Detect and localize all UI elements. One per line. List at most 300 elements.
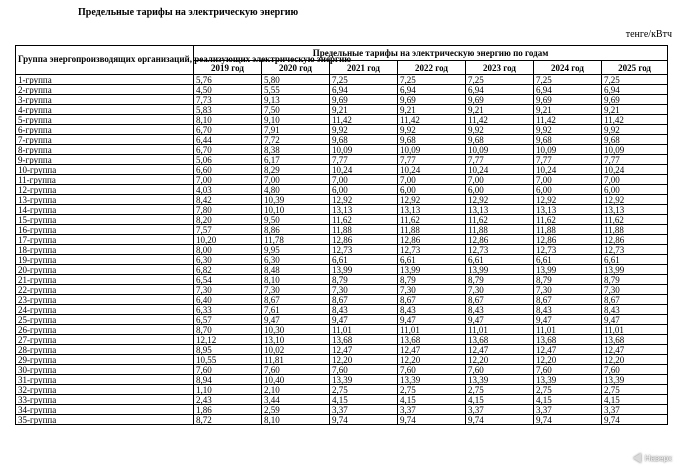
tariff-cell: 10,09 bbox=[534, 145, 602, 155]
group-cell: 1-группа bbox=[16, 75, 194, 85]
period-column-header: Предельные тарифы на электрическую энергию по годам bbox=[194, 46, 668, 61]
tariff-cell: 8,67 bbox=[398, 295, 466, 305]
up-arrow-icon bbox=[633, 453, 641, 463]
tariff-cell: 7,25 bbox=[330, 75, 398, 85]
tariff-cell: 6,33 bbox=[194, 305, 262, 315]
group-cell: 6-группа bbox=[16, 125, 194, 135]
tariff-cell: 10,24 bbox=[466, 165, 534, 175]
tariff-cell: 6,60 bbox=[194, 165, 262, 175]
tariff-cell: 7,25 bbox=[602, 75, 668, 85]
tariff-cell: 11,01 bbox=[466, 325, 534, 335]
group-cell: 5-группа bbox=[16, 115, 194, 125]
tariff-cell: 10,55 bbox=[194, 355, 262, 365]
tariff-cell: 4,15 bbox=[330, 395, 398, 405]
tariff-cell: 12,73 bbox=[330, 245, 398, 255]
tariff-cell: 9,92 bbox=[398, 125, 466, 135]
tariff-cell: 13,68 bbox=[398, 335, 466, 345]
tariff-cell: 11,42 bbox=[466, 115, 534, 125]
tariff-cell: 9,69 bbox=[602, 95, 668, 105]
tariff-cell: 6,94 bbox=[398, 85, 466, 95]
tariff-cell: 4,15 bbox=[602, 395, 668, 405]
tariff-cell: 13,39 bbox=[398, 375, 466, 385]
tariff-cell: 12,20 bbox=[602, 355, 668, 365]
tariff-cell: 13,13 bbox=[398, 205, 466, 215]
group-cell: 27-группа bbox=[16, 335, 194, 345]
table-row bbox=[16, 95, 668, 105]
tariff-cell: 6,94 bbox=[466, 85, 534, 95]
tariff-cell: 6,57 bbox=[194, 315, 262, 325]
tariff-cell: 13,68 bbox=[466, 335, 534, 345]
tariff-cell: 9,47 bbox=[534, 315, 602, 325]
tariff-cell: 8,00 bbox=[194, 245, 262, 255]
tariff-cell: 6,82 bbox=[194, 265, 262, 275]
table-row bbox=[16, 375, 668, 385]
tariff-cell: 8,95 bbox=[194, 345, 262, 355]
group-cell: 25-группа bbox=[16, 315, 194, 325]
tariff-cell: 9,74 bbox=[398, 415, 466, 425]
table-row bbox=[16, 165, 668, 175]
tariff-cell: 9,69 bbox=[398, 95, 466, 105]
tariff-cell: 9,74 bbox=[330, 415, 398, 425]
table-row bbox=[16, 415, 668, 425]
tariff-cell: 13,99 bbox=[466, 265, 534, 275]
tariff-cell: 1,86 bbox=[194, 405, 262, 415]
tariff-cell: 13,68 bbox=[330, 335, 398, 345]
tariff-cell: 3,37 bbox=[398, 405, 466, 415]
tariff-cell: 8,79 bbox=[330, 275, 398, 285]
tariff-cell: 7,00 bbox=[398, 175, 466, 185]
group-cell: 16-группа bbox=[16, 225, 194, 235]
tariff-cell: 2,43 bbox=[194, 395, 262, 405]
tariff-cell: 6,30 bbox=[262, 255, 330, 265]
tariff-cell: 8,67 bbox=[330, 295, 398, 305]
tariff-cell: 12,73 bbox=[398, 245, 466, 255]
group-cell: 7-группа bbox=[16, 135, 194, 145]
tariff-cell: 7,60 bbox=[262, 365, 330, 375]
tariff-cell: 13,99 bbox=[602, 265, 668, 275]
table-row bbox=[16, 225, 668, 235]
tariff-cell: 10,30 bbox=[262, 325, 330, 335]
tariff-cell: 7,25 bbox=[466, 75, 534, 85]
group-cell: 19-группа bbox=[16, 255, 194, 265]
tariff-cell: 7,72 bbox=[262, 135, 330, 145]
unit-label: тенге/кВтч bbox=[625, 29, 672, 40]
tariff-cell: 9,69 bbox=[534, 95, 602, 105]
table-row bbox=[16, 255, 668, 265]
tariff-cell: 4,15 bbox=[398, 395, 466, 405]
tariff-cell: 6,00 bbox=[534, 185, 602, 195]
tariff-cell: 8,70 bbox=[194, 325, 262, 335]
tariff-cell: 9,47 bbox=[262, 315, 330, 325]
group-cell: 10-группа bbox=[16, 165, 194, 175]
tariff-cell: 8,79 bbox=[602, 275, 668, 285]
tariff-cell: 11,62 bbox=[330, 215, 398, 225]
tariff-cell: 8,79 bbox=[534, 275, 602, 285]
tariff-cell: 6,70 bbox=[194, 145, 262, 155]
group-cell: 35-группа bbox=[16, 415, 194, 425]
tariff-cell: 7,30 bbox=[466, 285, 534, 295]
tariff-cell: 12,47 bbox=[330, 345, 398, 355]
tariff-cell: 9,69 bbox=[330, 95, 398, 105]
tariff-cell: 7,30 bbox=[330, 285, 398, 295]
year-header: 2024 год bbox=[534, 61, 602, 75]
group-cell: 26-группа bbox=[16, 325, 194, 335]
tariff-cell: 8,38 bbox=[262, 145, 330, 155]
tariff-cell: 7,60 bbox=[602, 365, 668, 375]
tariff-cell: 10,24 bbox=[602, 165, 668, 175]
tariff-cell: 12,47 bbox=[602, 345, 668, 355]
group-column-header: Группа энергопроизводящих организаций, реализующих электрическую энергию bbox=[16, 46, 194, 75]
tariff-cell: 6,30 bbox=[194, 255, 262, 265]
tariff-table-header bbox=[16, 46, 668, 75]
year-header: 2020 год bbox=[262, 61, 330, 75]
tariff-cell: 6,94 bbox=[602, 85, 668, 95]
tariff-cell: 6,00 bbox=[398, 185, 466, 195]
group-cell: 31-группа bbox=[16, 375, 194, 385]
tariff-cell: 8,10 bbox=[262, 275, 330, 285]
table-row bbox=[16, 355, 668, 365]
tariff-cell: 12,86 bbox=[398, 235, 466, 245]
tariff-cell: 8,79 bbox=[398, 275, 466, 285]
tariff-cell: 8,43 bbox=[330, 305, 398, 315]
tariff-cell: 5,83 bbox=[194, 105, 262, 115]
tariff-cell: 2,10 bbox=[262, 385, 330, 395]
tariff-cell: 11,88 bbox=[398, 225, 466, 235]
tariff-cell: 2,75 bbox=[534, 385, 602, 395]
tariff-cell: 8,86 bbox=[262, 225, 330, 235]
tariff-cell: 9,47 bbox=[398, 315, 466, 325]
tariff-cell: 9,92 bbox=[602, 125, 668, 135]
tariff-cell: 7,50 bbox=[262, 105, 330, 115]
tariff-cell: 12,73 bbox=[534, 245, 602, 255]
tariff-cell: 13,39 bbox=[534, 375, 602, 385]
tariff-cell: 7,60 bbox=[330, 365, 398, 375]
group-cell: 30-группа bbox=[16, 365, 194, 375]
tariff-cell: 6,61 bbox=[330, 255, 398, 265]
tariff-cell: 12,12 bbox=[194, 335, 262, 345]
tariff-cell: 12,73 bbox=[466, 245, 534, 255]
tariff-cell: 2,59 bbox=[262, 405, 330, 415]
tariff-cell: 12,20 bbox=[330, 355, 398, 365]
tariff-cell: 9,21 bbox=[330, 105, 398, 115]
tariff-cell: 8,43 bbox=[602, 305, 668, 315]
group-cell: 29-группа bbox=[16, 355, 194, 365]
tariff-cell: 8,29 bbox=[262, 165, 330, 175]
back-to-top-label: Наверх bbox=[644, 453, 672, 463]
table-row bbox=[16, 215, 668, 225]
tariff-cell: 10,02 bbox=[262, 345, 330, 355]
tariff-cell: 13,13 bbox=[466, 205, 534, 215]
document-title: Предельные тарифы на электрическую энергию bbox=[78, 7, 299, 18]
tariff-cell: 6,70 bbox=[194, 125, 262, 135]
tariff-cell: 8,43 bbox=[466, 305, 534, 315]
tariff-cell: 9,74 bbox=[534, 415, 602, 425]
tariff-cell: 6,00 bbox=[602, 185, 668, 195]
tariff-cell: 10,24 bbox=[534, 165, 602, 175]
year-header: 2019 год bbox=[194, 61, 262, 75]
tariff-cell: 7,30 bbox=[262, 285, 330, 295]
table-row bbox=[16, 325, 668, 335]
tariff-cell: 10,39 bbox=[262, 195, 330, 205]
tariff-cell: 10,40 bbox=[262, 375, 330, 385]
tariff-cell: 13,13 bbox=[602, 205, 668, 215]
group-cell: 17-группа bbox=[16, 235, 194, 245]
tariff-cell: 12,86 bbox=[466, 235, 534, 245]
tariff-cell: 5,76 bbox=[194, 75, 262, 85]
table-row bbox=[16, 395, 668, 405]
tariff-cell: 11,62 bbox=[534, 215, 602, 225]
tariff-cell: 12,20 bbox=[398, 355, 466, 365]
tariff-cell: 11,01 bbox=[398, 325, 466, 335]
tariff-cell: 9,74 bbox=[466, 415, 534, 425]
tariff-cell: 13,68 bbox=[602, 335, 668, 345]
tariff-cell: 3,37 bbox=[602, 405, 668, 415]
tariff-cell: 9,68 bbox=[602, 135, 668, 145]
tariff-cell: 9,50 bbox=[262, 215, 330, 225]
tariff-cell: 7,00 bbox=[262, 175, 330, 185]
tariff-cell: 8,72 bbox=[194, 415, 262, 425]
tariff-cell: 12,92 bbox=[534, 195, 602, 205]
table-row bbox=[16, 315, 668, 325]
tariff-cell: 10,10 bbox=[262, 205, 330, 215]
tariff-cell: 9,92 bbox=[534, 125, 602, 135]
table-row bbox=[16, 275, 668, 285]
tariff-cell: 11,88 bbox=[602, 225, 668, 235]
tariff-cell: 11,62 bbox=[398, 215, 466, 225]
tariff-cell: 11,62 bbox=[466, 215, 534, 225]
tariff-cell: 9,13 bbox=[262, 95, 330, 105]
table-row bbox=[16, 235, 668, 245]
tariff-cell: 8,42 bbox=[194, 195, 262, 205]
tariff-cell: 9,92 bbox=[330, 125, 398, 135]
tariff-cell: 9,10 bbox=[262, 115, 330, 125]
table-row bbox=[16, 385, 668, 395]
tariff-cell: 7,00 bbox=[194, 175, 262, 185]
tariff-cell: 7,77 bbox=[398, 155, 466, 165]
table-row bbox=[16, 365, 668, 375]
tariff-cell: 6,00 bbox=[466, 185, 534, 195]
year-header: 2021 год bbox=[330, 61, 398, 75]
table-row bbox=[16, 245, 668, 255]
tariff-cell: 7,00 bbox=[602, 175, 668, 185]
tariff-cell: 12,92 bbox=[466, 195, 534, 205]
table-row bbox=[16, 205, 668, 215]
table-row bbox=[16, 145, 668, 155]
tariff-cell: 5,06 bbox=[194, 155, 262, 165]
group-cell: 4-группа bbox=[16, 105, 194, 115]
tariff-cell: 11,42 bbox=[398, 115, 466, 125]
tariff-cell: 9,68 bbox=[330, 135, 398, 145]
group-cell: 3-группа bbox=[16, 95, 194, 105]
tariff-cell: 8,20 bbox=[194, 215, 262, 225]
table-row bbox=[16, 345, 668, 355]
tariff-cell: 9,47 bbox=[602, 315, 668, 325]
table-row bbox=[16, 335, 668, 345]
tariff-cell: 12,92 bbox=[398, 195, 466, 205]
tariff-cell: 4,03 bbox=[194, 185, 262, 195]
tariff-cell: 12,73 bbox=[602, 245, 668, 255]
tariff-cell: 5,80 bbox=[262, 75, 330, 85]
tariff-cell: 8,67 bbox=[262, 295, 330, 305]
table-row bbox=[16, 295, 668, 305]
tariff-cell: 2,75 bbox=[398, 385, 466, 395]
tariff-cell: 7,00 bbox=[534, 175, 602, 185]
tariff-cell: 11,78 bbox=[262, 235, 330, 245]
tariff-cell: 7,25 bbox=[534, 75, 602, 85]
tariff-cell: 2,75 bbox=[602, 385, 668, 395]
tariff-cell: 6,61 bbox=[534, 255, 602, 265]
tariff-cell: 8,67 bbox=[534, 295, 602, 305]
table-row bbox=[16, 185, 668, 195]
tariff-cell: 6,00 bbox=[330, 185, 398, 195]
tariff-cell: 9,68 bbox=[534, 135, 602, 145]
group-cell: 28-группа bbox=[16, 345, 194, 355]
tariff-cell: 9,68 bbox=[398, 135, 466, 145]
tariff-cell: 6,44 bbox=[194, 135, 262, 145]
tariff-cell: 9,21 bbox=[466, 105, 534, 115]
tariff-cell: 12,47 bbox=[466, 345, 534, 355]
tariff-cell: 6,17 bbox=[262, 155, 330, 165]
group-cell: 24-группа bbox=[16, 305, 194, 315]
tariff-cell: 7,25 bbox=[398, 75, 466, 85]
group-cell: 22-группа bbox=[16, 285, 194, 295]
tariff-cell: 3,37 bbox=[330, 405, 398, 415]
table-row bbox=[16, 135, 668, 145]
tariff-cell: 13,99 bbox=[330, 265, 398, 275]
table-row bbox=[16, 285, 668, 295]
tariff-cell: 13,99 bbox=[398, 265, 466, 275]
tariff-cell: 8,79 bbox=[466, 275, 534, 285]
tariff-cell: 7,60 bbox=[398, 365, 466, 375]
group-cell: 14-группа bbox=[16, 205, 194, 215]
tariff-cell: 7,60 bbox=[194, 365, 262, 375]
tariff-cell: 1,10 bbox=[194, 385, 262, 395]
group-cell: 34-группа bbox=[16, 405, 194, 415]
tariff-cell: 11,01 bbox=[330, 325, 398, 335]
tariff-cell: 8,67 bbox=[602, 295, 668, 305]
header-row-period bbox=[16, 46, 668, 61]
tariff-cell: 7,60 bbox=[534, 365, 602, 375]
tariff-cell: 9,21 bbox=[398, 105, 466, 115]
group-cell: 23-группа bbox=[16, 295, 194, 305]
tariff-cell: 6,40 bbox=[194, 295, 262, 305]
tariff-cell: 3,37 bbox=[534, 405, 602, 415]
tariff-table-body bbox=[16, 75, 668, 425]
tariff-cell: 12,47 bbox=[534, 345, 602, 355]
tariff-cell: 9,21 bbox=[602, 105, 668, 115]
table-row bbox=[16, 175, 668, 185]
tariff-cell: 7,30 bbox=[194, 285, 262, 295]
tariff-cell: 4,15 bbox=[466, 395, 534, 405]
tariff-cell: 8,43 bbox=[534, 305, 602, 315]
table-row bbox=[16, 75, 668, 85]
tariff-cell: 7,57 bbox=[194, 225, 262, 235]
tariff-cell: 7,77 bbox=[330, 155, 398, 165]
group-cell: 33-группа bbox=[16, 395, 194, 405]
tariff-cell: 9,68 bbox=[466, 135, 534, 145]
tariff-cell: 7,30 bbox=[534, 285, 602, 295]
tariff-cell: 8,10 bbox=[194, 115, 262, 125]
table-row bbox=[16, 195, 668, 205]
tariff-cell: 11,81 bbox=[262, 355, 330, 365]
tariff-cell: 9,47 bbox=[466, 315, 534, 325]
table-row bbox=[16, 85, 668, 95]
tariff-cell: 8,94 bbox=[194, 375, 262, 385]
tariff-cell: 11,88 bbox=[330, 225, 398, 235]
tariff-cell: 9,74 bbox=[602, 415, 668, 425]
tariff-cell: 8,67 bbox=[466, 295, 534, 305]
tariff-cell: 12,47 bbox=[398, 345, 466, 355]
tariff-cell: 7,00 bbox=[466, 175, 534, 185]
table-row bbox=[16, 265, 668, 275]
group-cell: 15-группа bbox=[16, 215, 194, 225]
group-cell: 21-группа bbox=[16, 275, 194, 285]
tariff-cell: 10,09 bbox=[602, 145, 668, 155]
group-cell: 9-группа bbox=[16, 155, 194, 165]
tariff-cell: 10,24 bbox=[330, 165, 398, 175]
tariff-cell: 12,86 bbox=[330, 235, 398, 245]
tariff-cell: 11,42 bbox=[330, 115, 398, 125]
tariff-cell: 6,54 bbox=[194, 275, 262, 285]
tariff-cell: 13,39 bbox=[466, 375, 534, 385]
tariff-cell: 3,44 bbox=[262, 395, 330, 405]
tariff-cell: 13,68 bbox=[534, 335, 602, 345]
tariff-cell: 10,20 bbox=[194, 235, 262, 245]
tariff-cell: 7,61 bbox=[262, 305, 330, 315]
tariff-cell: 11,62 bbox=[602, 215, 668, 225]
tariff-cell: 13,39 bbox=[330, 375, 398, 385]
year-header: 2022 год bbox=[398, 61, 466, 75]
tariff-cell: 9,92 bbox=[466, 125, 534, 135]
tariff-cell: 11,01 bbox=[534, 325, 602, 335]
tariff-cell: 10,24 bbox=[398, 165, 466, 175]
tariff-cell: 3,37 bbox=[466, 405, 534, 415]
tariff-cell: 13,13 bbox=[330, 205, 398, 215]
table-row bbox=[16, 305, 668, 315]
tariff-cell: 8,43 bbox=[398, 305, 466, 315]
tariff-cell: 6,61 bbox=[398, 255, 466, 265]
tariff-cell: 11,42 bbox=[534, 115, 602, 125]
tariff-cell: 10,09 bbox=[466, 145, 534, 155]
group-cell: 2-группа bbox=[16, 85, 194, 95]
tariff-cell: 12,92 bbox=[330, 195, 398, 205]
table-row bbox=[16, 125, 668, 135]
table-row bbox=[16, 105, 668, 115]
tariff-cell: 9,47 bbox=[330, 315, 398, 325]
tariff-cell: 8,48 bbox=[262, 265, 330, 275]
tariff-cell: 7,77 bbox=[534, 155, 602, 165]
tariff-cell: 12,20 bbox=[466, 355, 534, 365]
tariff-cell: 12,20 bbox=[534, 355, 602, 365]
tariff-table bbox=[15, 45, 668, 425]
table-row bbox=[16, 115, 668, 125]
tariff-cell: 7,80 bbox=[194, 205, 262, 215]
tariff-cell: 5,55 bbox=[262, 85, 330, 95]
tariff-cell: 11,88 bbox=[466, 225, 534, 235]
tariff-cell: 12,86 bbox=[534, 235, 602, 245]
tariff-cell: 9,21 bbox=[534, 105, 602, 115]
year-header: 2023 год bbox=[466, 61, 534, 75]
tariff-cell: 7,30 bbox=[602, 285, 668, 295]
group-cell: 8-группа bbox=[16, 145, 194, 155]
back-to-top-watermark[interactable] bbox=[633, 453, 672, 463]
table-row bbox=[16, 405, 668, 415]
tariff-cell: 4,15 bbox=[534, 395, 602, 405]
tariff-cell: 6,94 bbox=[330, 85, 398, 95]
table-row bbox=[16, 155, 668, 165]
tariff-cell: 7,77 bbox=[602, 155, 668, 165]
tariff-cell: 10,09 bbox=[330, 145, 398, 155]
